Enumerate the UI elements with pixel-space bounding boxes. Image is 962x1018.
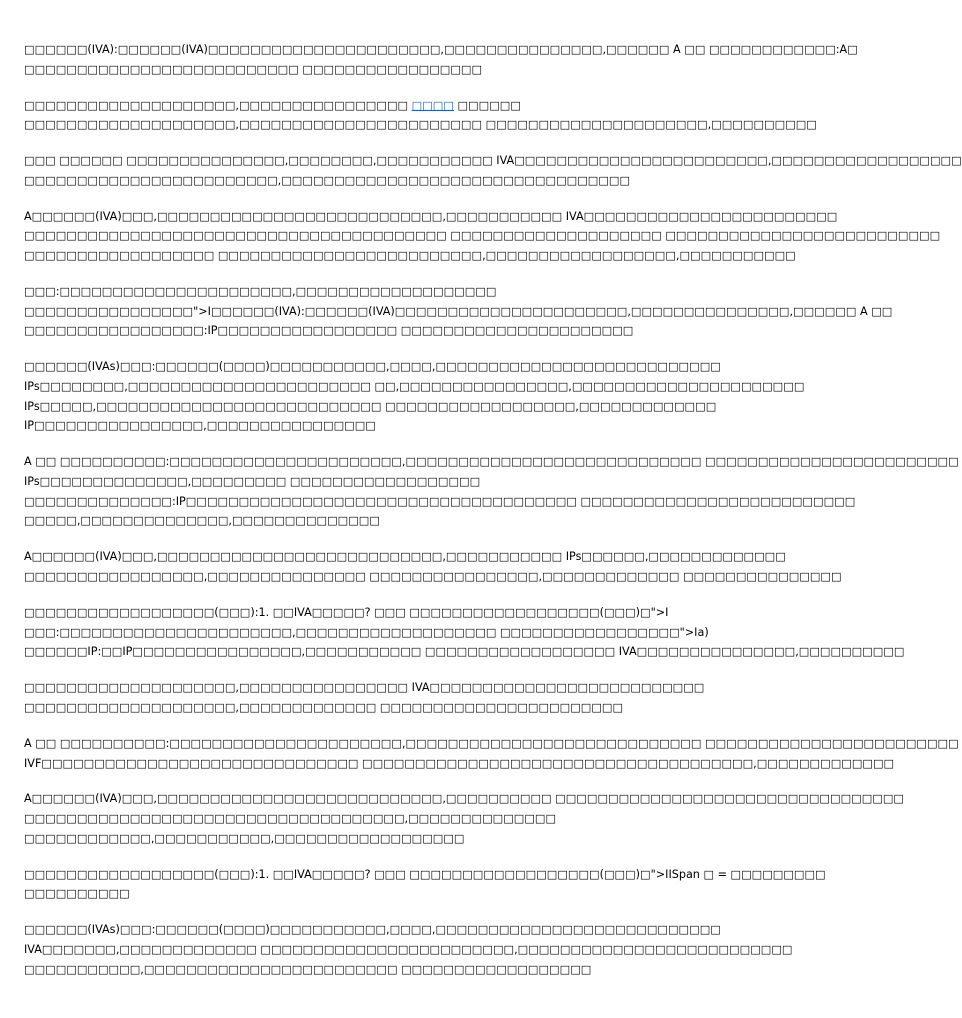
- text-line: □□□□□□□□□□□□□□□□□□□□,□□□□□□□□□□□□□□□□□□□□□□□ □□□□□□□□□□□□□□□□□□□□□,□□□□□□□□□□: [24, 118, 817, 132]
- paragraph-2: [24, 96, 817, 135]
- text-line: A □□ □□□□□□□□□□:□□□□□□□□□□□□□□□□□□□□□□,□□□□□□□□□□□□□□□□□□□□□□□□□□□□ □□□□□□□□□□□□□□□□□□□□□□□□: [24, 455, 959, 469]
- text-line: □□□□□□IP:□□IP□□□□□□□□□□□□□□□□,□□□□□□□□□□□ □□□□□□□□□□□□□□□□□□ IVA□□□□□□□□□□□□□□□,□□□□□□□□□□: [24, 645, 905, 659]
- paragraph-14: [24, 920, 793, 979]
- paragraph-12: [24, 789, 904, 848]
- text-line: □□□□□□□□□□□,□□□□□□□□□□□□□□□□□□□□□□□□ □□□□□□□□□□□□□□□□□□: [24, 962, 592, 976]
- text-line: □□□□□□(IVA):□□□□□□(IVA)□□□□□□□□□□□□□□□□□□□□□□,□□□□□□□□□□□□□□□,□□□□□□ A □□ □□□□□□□□□□□□:A□: [24, 43, 858, 56]
- text-segment: □□□□□□□□□□□□□□□□□□□□,□□□□□□□□□□□□□□□□: [24, 98, 412, 112]
- document-body: [24, 40, 962, 996]
- text-line: IVA□□□□□□□,□□□□□□□□□□□□□ □□□□□□□□□□□□□□□□□□□□□□□□,□□□□□□□□□□□□□□□□□□□□□□□□□□: [24, 943, 793, 957]
- text-line: A□□□□□□(IVA)□□□,□□□□□□□□□□□□□□□□□□□□□□□□□□□,□□□□□□□□□□ □□□□□□□□□□□□□□□□□□□□□□□□□□□□□□□□□: [24, 792, 904, 806]
- text-line: □□□□□□□□□□□□□□□□□,□□□□□□□□□□□□□□□ □□□□□□□□□□□□□□□□,□□□□□□□□□□□□□ □□□□□□□□□□□□□□□: [24, 570, 842, 584]
- paragraph-3: [24, 151, 962, 190]
- text-line: □□□:□□□□□□□□□□□□□□□□□□□□□□,□□□□□□□□□□□□□□□□□□□ □□□□□□□□□□□□□□□□□">Ia): [24, 625, 709, 639]
- inline-link[interactable]: □□□□: [411, 98, 454, 112]
- text-line: □□□□□□□□□□□□□□□□□:IP□□□□□□□□□□□□□□□□□ □□□□□□□□□□□□□□□□□□□□□□: [24, 324, 634, 338]
- text-line: □□□□□□□□□□□□□□□□□□□□,□□□□□□□□□□□□□ □□□□□□□□□□□□□□□□□□□□□□□: [24, 700, 624, 714]
- text-line-with-link: [24, 96, 696, 116]
- paragraph-4: [24, 207, 941, 266]
- text-line: □□□□□□(IVAs)□□□:□□□□□□(□□□□)□□□□□□□□□□□,□□□□,□□□□□□□□□□□□□□□□□□□□□□□□□□□: [24, 923, 721, 937]
- text-line: □□□□□□□□□□□□□□:IP□□□□□□□□□□□□□□□□□□□□□□□□□□□□□□□□□□□□□ □□□□□□□□□□□□□□□□□□□□□□□□□□: [24, 494, 856, 508]
- text-line: □□□□□□□□□□□□□□□□□□□□□□□□□□ □□□□□□□□□□□□□□□□□: [24, 62, 483, 76]
- text-line: IP□□□□□□□□□□□□□□□□,□□□□□□□□□□□□□□□□: [24, 419, 376, 433]
- paragraph-9: [24, 603, 905, 662]
- paragraph-7: [24, 452, 959, 531]
- text-line: □□□□□□□□□□: [24, 887, 130, 901]
- text-line: □□□□□□□□□□□□□□□□□□ □□□□□□□□□□□□□□□□□□□□□□□□□,□□□□□□□□□□□□□□□□□□,□□□□□□□□□□□: [24, 249, 796, 263]
- text-line: □□□□□□□□□□□□,□□□□□□□□□□□,□□□□□□□□□□□□□□□□□□: [24, 831, 465, 845]
- paragraph-8: [24, 547, 842, 586]
- text-line: □□□:□□□□□□□□□□□□□□□□□□□□□□,□□□□□□□□□□□□□□□□□□□: [24, 285, 497, 299]
- text-segment: □□□□□□: [453, 98, 521, 112]
- paragraph-5: [24, 282, 893, 341]
- text-line: IPs□□□□□,□□□□□□□□□□□□□□□□□□□□□□□□□□□ □□□□□□□□□□□□□□□□□□,□□□□□□□□□□□□□: [24, 399, 717, 413]
- text-line: □□□□□□□□□□□□□□□□□□□□□□□□,□□□□□□□□□□□□□□□□□□□□□□□□□□□□□□□□□: [24, 173, 631, 187]
- text-line: A□□□□□□(IVA)□□□,□□□□□□□□□□□□□□□□□□□□□□□□□□□,□□□□□□□□□□□ IPs□□□□□□,□□□□□□□□□□□□□: [24, 550, 786, 564]
- text-line: □□□□□,□□□□□□□□□□□□□□,□□□□□□□□□□□□□□: [24, 514, 380, 528]
- text-line: A□□□□□□(IVA)□□□,□□□□□□□□□□□□□□□□□□□□□□□□□□□,□□□□□□□□□□□ IVA□□□□□□□□□□□□□□□□□□□□□□□□: [24, 209, 838, 223]
- text-line: □□□□□□□□□□□□□□□□□□□□□□□□□□□□□□□□□□□□,□□□□□□□□□□□□□□: [24, 812, 557, 826]
- text-line: IPs□□□□□□□□,□□□□□□□□□□□□□□□□□□□□□□□ □□,□□□□□□□□□□□□□□□□,□□□□□□□□□□□□□□□□□□□□□□: [24, 380, 805, 394]
- text-line: IPs□□□□□□□□□□□□□□,□□□□□□□□□ □□□□□□□□□□□□□□□□□□: [24, 475, 481, 489]
- paragraph-13: [24, 865, 826, 904]
- text-line: A □□ □□□□□□□□□□:□□□□□□□□□□□□□□□□□□□□□□,□□□□□□□□□□□□□□□□□□□□□□□□□□□□ □□□□□□□□□□□□□□□□□□□□□□□□: [24, 736, 959, 750]
- text-line: □□□□□□□□□□□□□□□□">I□□□□□□(IVA):□□□□□□(IVA)□□□□□□□□□□□□□□□□□□□□□□,□□□□□□□□□□□□□□□,□□□□□□ A □□: [24, 304, 893, 318]
- text-line: □□□□□□□□□□□□□□□□□□(□□□):1. □□IVA□□□□□? □□□ □□□□□□□□□□□□□□□□□□(□□□)□">IISpan □ = □□□□□□□□□: [24, 867, 826, 881]
- paragraph-11: [24, 734, 959, 773]
- paragraph-1: [24, 40, 858, 79]
- paragraph-6: [24, 357, 805, 436]
- text-line: □□□□□□□□□□□□□□□□□□□□,□□□□□□□□□□□□□□□□ IVA□□□□□□□□□□□□□□□□□□□□□□□□□□: [24, 681, 705, 695]
- text-line: IVF□□□□□□□□□□□□□□□□□□□□□□□□□□□□□□ □□□□□□□□□□□□□□□□□□□□□□□□□□□□□□□□□□□□□,□□□□□□□□□□□□□: [24, 756, 895, 770]
- text-line: □□□ □□□□□□ □□□□□□□□□□□□□□□,□□□□□□□□,□□□□□□□□□□□ IVA□□□□□□□□□□□□□□□□□□□□□□□□,□□□□□□□□□□□□□□□□□□: [24, 154, 962, 168]
- paragraph-10: [24, 678, 705, 717]
- text-line: □□□□□□□□□□□□□□□□□□(□□□):1. □□IVA□□□□□? □□□ □□□□□□□□□□□□□□□□□□(□□□)□">I: [24, 605, 669, 619]
- text-line: □□□□□□(IVAs)□□□:□□□□□□(□□□□)□□□□□□□□□□□,□□□□,□□□□□□□□□□□□□□□□□□□□□□□□□□□: [24, 360, 721, 374]
- text-line: □□□□□□□□□□□□□□□□□□□□□□□□□□□□□□□□□□□□□□□□ □□□□□□□□□□□□□□□□□□□□ □□□□□□□□□□□□□□□□□□□□□□□□□□: [24, 229, 941, 243]
